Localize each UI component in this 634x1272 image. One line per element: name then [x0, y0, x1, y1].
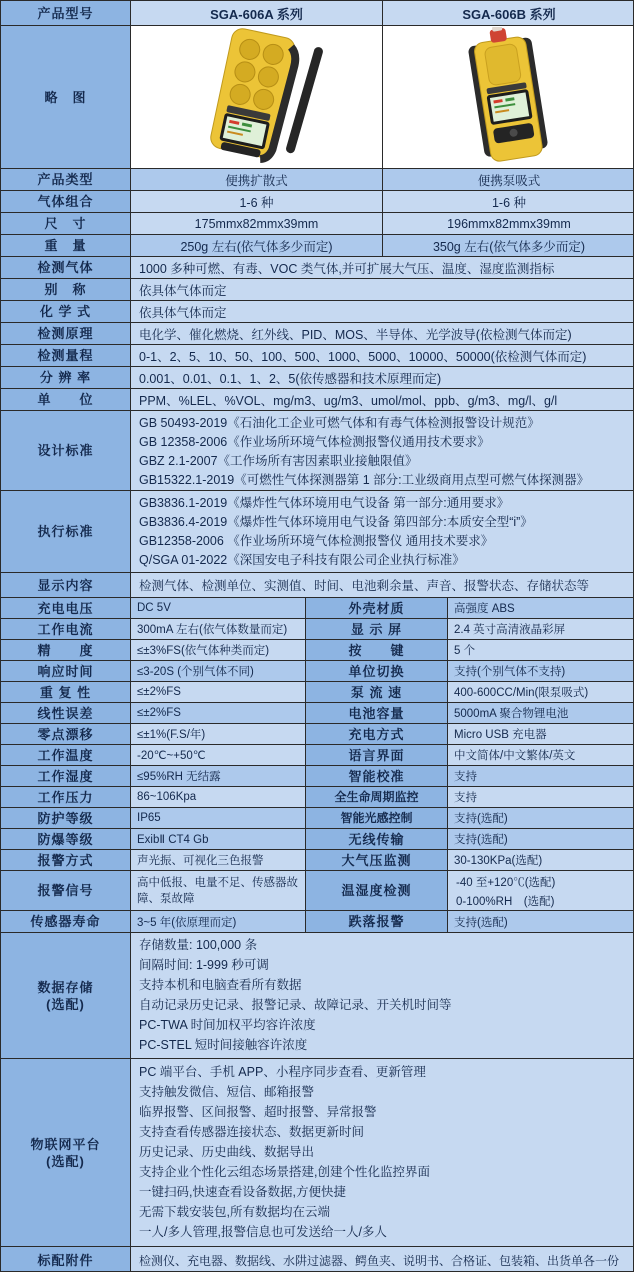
- row-value: 依具体气体而定: [131, 279, 634, 300]
- row-value: 支持: [448, 766, 634, 786]
- row-value: -20℃~+50℃: [131, 745, 306, 765]
- row-value: ExibⅡ CT4 Gb: [131, 829, 306, 849]
- row-label: 分 辨 率: [1, 367, 131, 388]
- table-row: [1, 682, 633, 703]
- table-row: [1, 235, 633, 257]
- row-value: [131, 411, 634, 490]
- standard-line: GBZ 2.1-2007《工作场所有害因素职业接触限值》: [139, 454, 418, 468]
- row-label-line: 数据存储: [37, 979, 94, 995]
- row-value: ≤±1%(F.S/年): [131, 724, 306, 744]
- row-label: 温湿度检测: [306, 871, 448, 910]
- accessories-row: [1, 1247, 633, 1272]
- row-label: 重 复 性: [1, 682, 131, 702]
- table-row: [1, 598, 633, 619]
- standard-line: GB3836.4-2019《爆炸性气体环境用电气设备 第四部分:本质安全型“i”》: [139, 515, 533, 529]
- row-value: 高中低报、电量不足、传感器故障、泵故障: [131, 871, 306, 910]
- value-line: 0-100%RH (选配): [456, 896, 555, 908]
- sketch-label: 略 图: [1, 26, 131, 168]
- row-label: 工作压力: [1, 787, 131, 807]
- feature-line: 无需下载安装包,所有数据均在云端: [139, 1205, 330, 1220]
- standard-line: GB12358-2006 《作业场所环境气体检测报警仪 通用技术要求》: [139, 534, 494, 548]
- row-value: ≤3-20S (个别气体不同): [131, 661, 306, 681]
- row-label: 报警方式: [1, 850, 131, 870]
- feature-line: 一人/多人管理,报警信息也可发送给一人/多人: [139, 1225, 387, 1240]
- row-value: 电化学、催化燃烧、红外线、PID、MOS、半导体、光学波导(依检测气体而定): [131, 323, 634, 344]
- row-label: 检测原理: [1, 323, 131, 344]
- table-row: [1, 345, 633, 367]
- row-value: 400-600CC/Min(限泵吸式): [448, 682, 634, 702]
- standard-line: GB3836.1-2019《爆炸性气体环境用电气设备 第一部分:通用要求》: [139, 496, 510, 510]
- feature-line: 历史记录、历史曲线、数据导出: [139, 1144, 315, 1159]
- feature-line: PC-STEL 短时间接触容许浓度: [139, 1037, 308, 1052]
- row-label: 精 度: [1, 640, 131, 660]
- gas-detector-pump-icon: [404, 27, 614, 167]
- row-label: 工作湿度: [1, 766, 131, 786]
- table-row: [1, 661, 633, 682]
- table-row: [1, 808, 633, 829]
- feature-line: 支持企业个性化云组态场景搭建,创建个性化监控界面: [139, 1165, 430, 1180]
- feature-line: PC-TWA 时间加权平均容许浓度: [139, 1017, 316, 1032]
- row-label: 检测量程: [1, 345, 131, 366]
- row-label: 电池容量: [306, 703, 448, 723]
- standard-line: GB 12358-2006《作业场所环境气体检测报警仪通用技术要求》: [139, 435, 490, 449]
- table-row: [1, 703, 633, 724]
- header-product-model: 产品型号: [1, 1, 131, 25]
- row-label-line: (选配): [46, 1153, 85, 1169]
- row-label: 重 量: [1, 235, 131, 256]
- row-label: 充电方式: [306, 724, 448, 744]
- iot-platform-row: [1, 1059, 633, 1247]
- row-label: 工作电流: [1, 619, 131, 639]
- row-value: [131, 933, 634, 1058]
- alarm-signal-row: [1, 871, 633, 911]
- row-value: 支持(选配): [448, 829, 634, 849]
- row-label: 大气压监测: [306, 850, 448, 870]
- row-value: ≤±2%FS: [131, 682, 306, 702]
- row-label: 智能光感控制: [306, 808, 448, 828]
- table-row: [1, 389, 633, 411]
- table-row: [1, 850, 633, 871]
- header-series-a: SGA-606A 系列: [131, 1, 383, 25]
- sketch-row: [1, 26, 633, 169]
- row-label: 防爆等级: [1, 829, 131, 849]
- row-label-line: 物联网平台: [30, 1136, 101, 1152]
- row-label: 产品类型: [1, 169, 131, 190]
- feature-line: 自动记录历史记录、报警记录、故障记录、开关机时间等: [139, 997, 452, 1012]
- row-value: 支持(选配): [448, 911, 634, 932]
- row-label: 无线传输: [306, 829, 448, 849]
- row-label: 报警信号: [1, 871, 131, 910]
- feature-line: 支持查看传感器连接状态、数据更新时间: [139, 1124, 365, 1139]
- standard-line: GB 50493-2019《石油化工企业可燃气体和有毒气体检测报警设计规范》: [139, 416, 540, 430]
- row-value: Micro USB 充电器: [448, 724, 634, 744]
- execution-standards-row: [1, 491, 633, 573]
- row-value: 检测气体、检测单位、实测值、时间、电池剩余量、声音、报警状态、存储状态等: [131, 573, 634, 597]
- row-label: 按 键: [306, 640, 448, 660]
- row-value: ≤±2%FS: [131, 703, 306, 723]
- row-value: 5 个: [448, 640, 634, 660]
- table-row: [1, 367, 633, 389]
- row-value-a: 250g 左右(依气体多少而定): [131, 235, 383, 256]
- row-label-line: (选配): [46, 996, 85, 1012]
- row-value-b: 350g 左右(依气体多少而定): [383, 235, 634, 256]
- row-value: 5000mA 聚合物锂电池: [448, 703, 634, 723]
- table-row: [1, 787, 633, 808]
- row-label: 外壳材质: [306, 598, 448, 618]
- row-label: 执行标准: [1, 491, 131, 572]
- row-value: [131, 1059, 634, 1246]
- row-value: 2.4 英寸高清液晶彩屏: [448, 619, 634, 639]
- row-label: 设计标准: [1, 411, 131, 490]
- row-label: 充电电压: [1, 598, 131, 618]
- sensor-life-row: [1, 911, 633, 933]
- feature-line: PC 端平台、手机 APP、小程序同步查看、更新管理: [139, 1064, 426, 1079]
- row-value-b: 196mmx82mmx39mm: [383, 213, 634, 234]
- row-value-b: 1-6 种: [383, 191, 634, 212]
- table-row: [1, 257, 633, 279]
- value-line: -40 至+120℃(选配): [456, 877, 556, 889]
- row-label: 防护等级: [1, 808, 131, 828]
- row-value-a: 175mmx82mmx39mm: [131, 213, 383, 234]
- row-label: 响应时间: [1, 661, 131, 681]
- row-label: 尺 寸: [1, 213, 131, 234]
- row-value: PPM、%LEL、%VOL、mg/m3、ug/m3、umol/mol、ppb、g/m3、mg/l、g/l: [131, 389, 634, 410]
- header-series-b: SGA-606B 系列: [383, 1, 634, 25]
- row-value: [448, 871, 634, 910]
- device-a-image-cell: [131, 26, 383, 168]
- table-row: [1, 301, 633, 323]
- row-value: [131, 491, 634, 572]
- table-row: [1, 191, 633, 213]
- row-value-a: 便携扩散式: [131, 169, 383, 190]
- table-row: [1, 724, 633, 745]
- table-row: [1, 829, 633, 850]
- row-value: ≤±3%FS(依气体种类而定): [131, 640, 306, 660]
- row-label: 标配附件: [1, 1247, 131, 1272]
- table-row: [1, 640, 633, 661]
- row-value: 检测仪、充电器、数据线、水阱过滤器、鳄鱼夹、说明书、合格证、包装箱、出货单各一份: [131, 1247, 634, 1272]
- row-value: 依具体气体而定: [131, 301, 634, 322]
- standard-line: Q/SGA 01-2022《深国安电子科技有限公司企业执行标准》: [139, 553, 465, 567]
- row-value: IP65: [131, 808, 306, 828]
- table-row: [1, 573, 633, 598]
- row-label: 化 学 式: [1, 301, 131, 322]
- row-label: 气体组合: [1, 191, 131, 212]
- table-header-row: [1, 1, 633, 26]
- row-label: 单位切换: [306, 661, 448, 681]
- row-label: 全生命周期监控: [306, 787, 448, 807]
- row-label: 检测气体: [1, 257, 131, 278]
- gas-detector-diffusion-icon: [152, 27, 362, 167]
- feature-line: 支持本机和电脑查看所有数据: [139, 978, 302, 993]
- row-label: [1, 933, 131, 1058]
- table-row: [1, 619, 633, 640]
- row-label: 泵 流 速: [306, 682, 448, 702]
- row-value: 3~5 年(依原理而定): [131, 911, 306, 932]
- row-label: 智能校准: [306, 766, 448, 786]
- feature-line: 存储数量: 100,000 条: [139, 938, 258, 953]
- row-value: 86~106Kpa: [131, 787, 306, 807]
- row-value: 声光振、可视化三色报警: [131, 850, 306, 870]
- row-label: 零点漂移: [1, 724, 131, 744]
- row-value: 0-1、2、5、10、50、100、500、1000、5000、10000、50000(依检测气体而定): [131, 345, 634, 366]
- table-row: [1, 279, 633, 301]
- table-row: [1, 323, 633, 345]
- row-label: 显示内容: [1, 573, 131, 597]
- row-value: DC 5V: [131, 598, 306, 618]
- row-label: 线性误差: [1, 703, 131, 723]
- row-value: 支持(选配): [448, 808, 634, 828]
- row-label: 跌落报警: [306, 911, 448, 932]
- row-value: 300mA 左右(依气体数量而定): [131, 619, 306, 639]
- row-label: 单 位: [1, 389, 131, 410]
- table-row: [1, 766, 633, 787]
- table-row: [1, 169, 633, 191]
- row-label: 传感器寿命: [1, 911, 131, 932]
- row-label: 工作温度: [1, 745, 131, 765]
- row-value-b: 便携泵吸式: [383, 169, 634, 190]
- row-label: [1, 1059, 131, 1246]
- data-storage-row: [1, 933, 633, 1059]
- row-value: 支持(个别气体不支持): [448, 661, 634, 681]
- feature-line: 支持触发微信、短信、邮箱报警: [139, 1084, 315, 1099]
- table-row: [1, 213, 633, 235]
- row-value: ≤95%RH 无结露: [131, 766, 306, 786]
- feature-line: 一键扫码,快速查看设备数据,方便快捷: [139, 1185, 346, 1200]
- row-value: 支持: [448, 787, 634, 807]
- row-label: 别 称: [1, 279, 131, 300]
- row-value: 0.001、0.01、0.1、1、2、5(依传感器和技术原理而定): [131, 367, 634, 388]
- row-value: 中文简体/中文繁体/英文: [448, 745, 634, 765]
- row-value: 高强度 ABS: [448, 598, 634, 618]
- feature-line: 间隔时间: 1-999 秒可调: [139, 958, 269, 973]
- standard-line: GB15322.1-2019《可燃性气体探测器第 1 部分:工业级商用点型可燃气体探测器》: [139, 473, 590, 487]
- row-label: 显 示 屏: [306, 619, 448, 639]
- table-row: [1, 745, 633, 766]
- feature-line: 临界报警、区间报警、超时报警、异常报警: [139, 1104, 377, 1119]
- row-value: 1000 多种可燃、有毒、VOC 类气体,并可扩展大气压、温度、湿度监测指标: [131, 257, 634, 278]
- row-label: 语言界面: [306, 745, 448, 765]
- device-b-image-cell: [383, 26, 634, 168]
- row-value: 30-130KPa(选配): [448, 850, 634, 870]
- row-value-a: 1-6 种: [131, 191, 383, 212]
- design-standards-row: [1, 411, 633, 491]
